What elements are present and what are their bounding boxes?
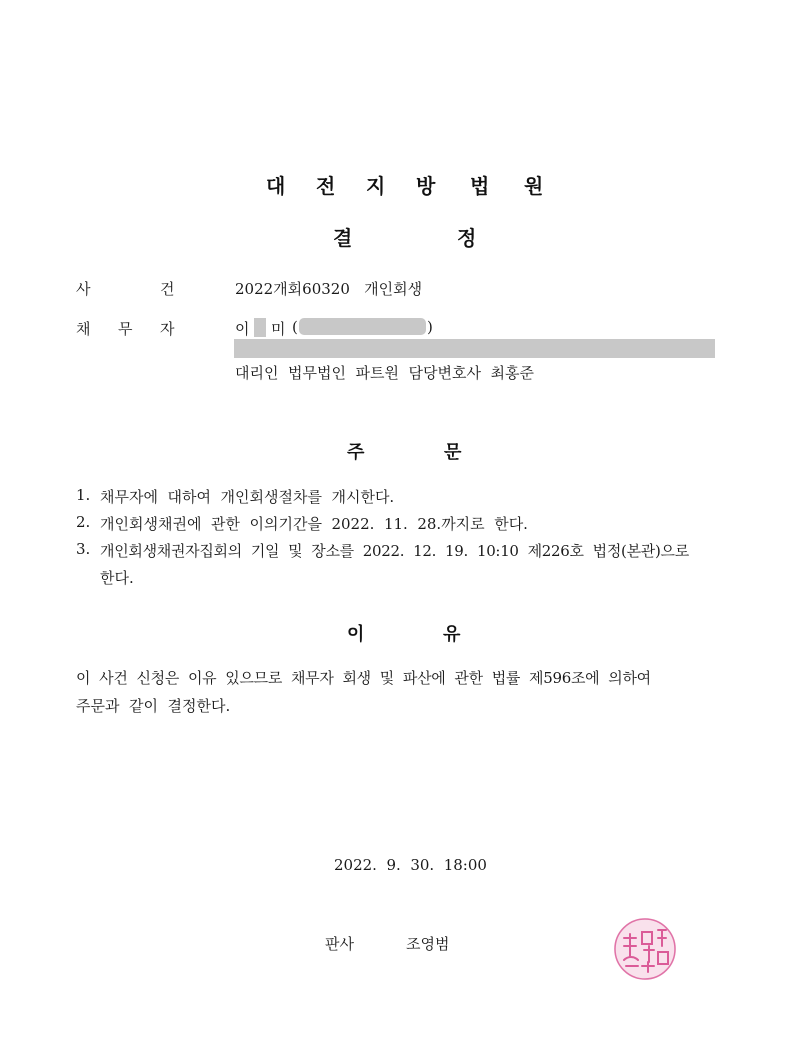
order-heading — [0, 438, 806, 464]
doc-title-char: 정 — [457, 226, 477, 250]
court-name-char: 전 — [316, 174, 336, 198]
redaction-id — [299, 318, 426, 335]
debtor-label-char: 자 — [160, 320, 175, 338]
court-name-char: 법 — [470, 174, 490, 198]
reason-heading-char: 이 — [347, 624, 365, 645]
debtor-label-char: 채 — [76, 320, 91, 338]
court-seal-icon — [612, 916, 678, 982]
case-value: 2022개회60320 개인회생 — [235, 280, 423, 298]
debtor-paren-open: ( — [292, 318, 298, 336]
order-number: 2. — [76, 513, 91, 531]
reason-heading — [0, 620, 806, 646]
reason-text: 이 사건 신청은 이유 있으므로 채무자 회생 및 파산에 관한 법률 제596조에 의하여 — [76, 669, 651, 687]
agent-line: 대리인 법무법인 파트원 담당변호사 최홍준 — [235, 364, 534, 382]
case-label-char: 사 — [76, 280, 91, 298]
debtor-name-first: 이 — [235, 320, 250, 338]
order-number: 1. — [76, 486, 91, 504]
order-heading-char: 문 — [444, 442, 462, 463]
order-number: 3. — [76, 540, 91, 558]
order-text-continued: 한다. — [100, 569, 134, 587]
debtor-name-last: 미 — [271, 320, 286, 338]
order-text: 개인회생채권에 관한 이의기간을 2022. 11. 28.까지로 한다. — [100, 515, 528, 533]
redaction-address — [234, 339, 715, 358]
doc-title-char: 결 — [333, 226, 353, 250]
judge-name: 조영범 — [406, 935, 450, 953]
debtor-label-char: 무 — [118, 320, 133, 338]
decision-date: 2022. 9. 30. 18:00 — [334, 856, 487, 874]
order-text: 개인회생채권자집회의 기일 및 장소를 2022. 12. 19. 10:10 제226호 법정(본관)으로 — [100, 542, 689, 560]
court-name-char: 방 — [416, 174, 436, 198]
reason-text: 주문과 같이 결정한다. — [76, 697, 231, 715]
court-name-char: 대 — [266, 174, 286, 198]
court-name-char: 지 — [366, 174, 386, 198]
court-name — [0, 170, 806, 198]
reason-heading-char: 유 — [443, 624, 461, 645]
court-name-char: 원 — [524, 174, 544, 198]
doc-title — [0, 222, 806, 250]
case-label-char: 건 — [160, 280, 175, 298]
order-heading-char: 주 — [347, 442, 365, 463]
order-text: 채무자에 대하여 개인회생절차를 개시한다. — [100, 488, 395, 506]
redaction-name — [254, 318, 266, 337]
judge-title: 판사 — [325, 935, 354, 953]
debtor-paren-close: ) — [427, 318, 433, 336]
